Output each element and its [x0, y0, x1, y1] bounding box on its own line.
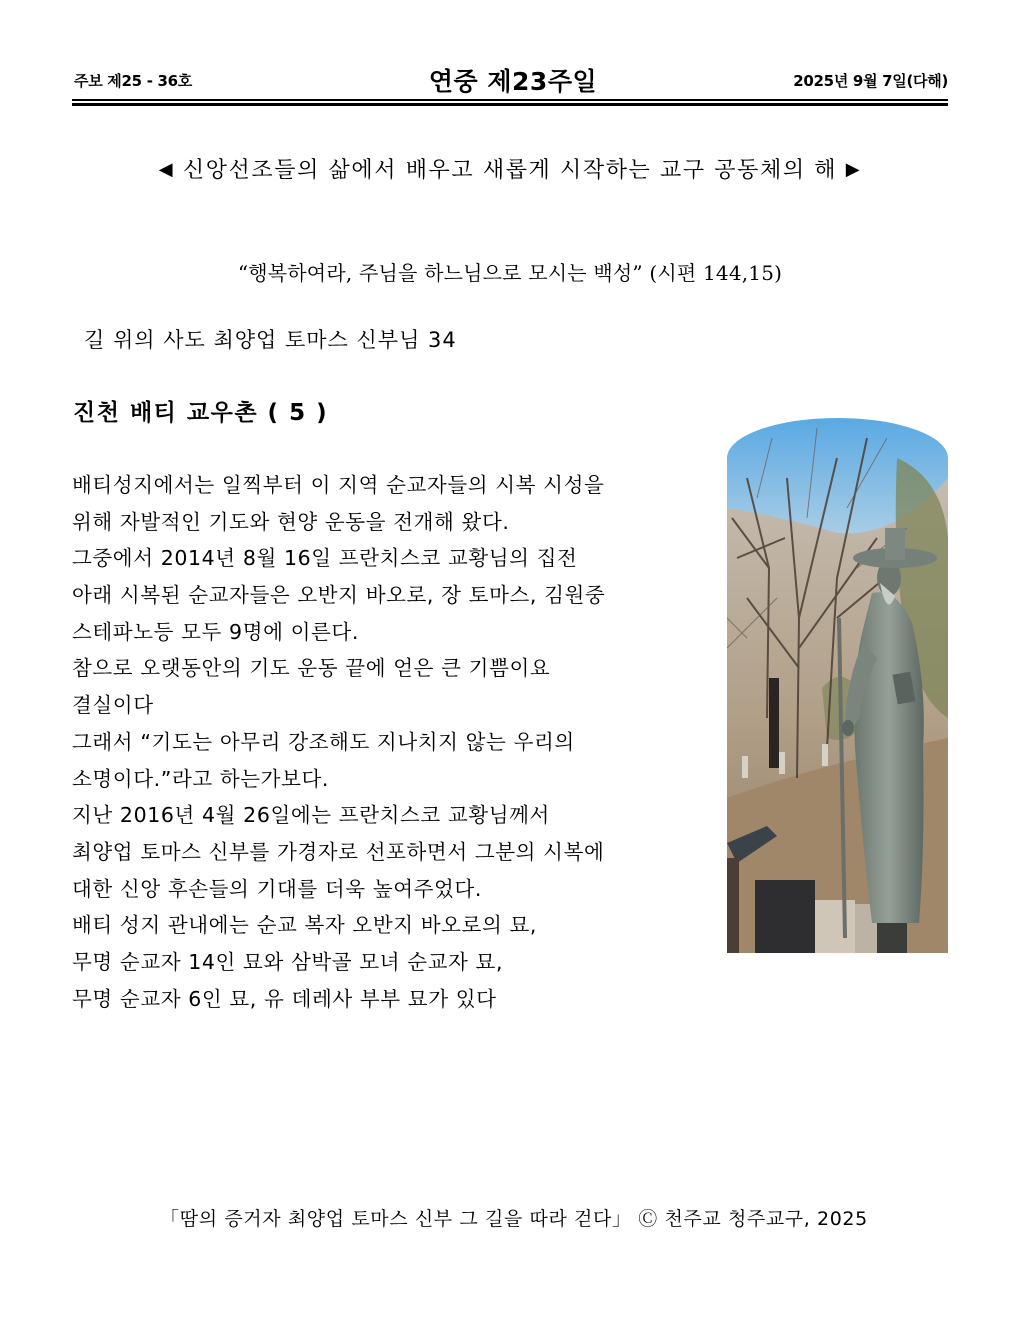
right-triangle-icon: ▶ — [845, 159, 862, 180]
scripture-verse — [0, 257, 1020, 286]
body-line: 대한 신앙 후손들의 기대를 더욱 높여주었다. — [72, 876, 482, 901]
left-triangle-icon: ◀ — [158, 159, 175, 180]
body-line: 위해 자발적인 기도와 현양 운동을 전개해 왔다. — [72, 509, 510, 534]
body-line: 무명 순교자 6인 묘, 유 데레사 부부 묘가 있다 — [72, 986, 497, 1011]
body-line: 배티 성지 관내에는 순교 복자 오반지 바오로의 묘, — [72, 913, 537, 938]
scripture-quote: “행복하여라, 주님을 하느님으로 모시는 백성” — [237, 261, 643, 285]
body-line: 지난 2016년 4월 26일에는 프란치스코 교황님께서 — [72, 803, 550, 828]
body-line: 무명 순교자 14인 묘와 삼박골 모녀 순교자 묘, — [72, 949, 504, 974]
body-line: 최양업 토마스 신부를 가경자로 선포하면서 그분의 시복에 — [72, 839, 605, 864]
body-line: 소명이다.”라고 하는가보다. — [72, 766, 330, 791]
series-title: 길 위의 사도 최양업 토마스 신부님 34 — [84, 328, 457, 352]
footer-copyright: 「땀의 증거자 최양업 토마스 신부 그 길을 따라 걷다」 Ⓒ 천주교 청주교구, 2025 — [160, 1208, 868, 1230]
body-line: 아래 시복된 순교자들은 오반지 바오로, 장 토마스, 김원중 — [72, 583, 606, 608]
header-rule-thin — [72, 99, 948, 101]
issue-number: 주보 제25 - 36호 — [74, 72, 193, 90]
body-line: 참으로 오랫동안의 기도 운동 끝에 얻은 큰 기쁨이요 — [72, 656, 551, 681]
motto-banner — [0, 153, 1020, 184]
article-body — [72, 467, 712, 1017]
page-title: 연중 제23주일 — [428, 67, 598, 96]
body-line: 결실이다 — [72, 693, 154, 718]
header-rule-thick — [72, 103, 948, 106]
issue-date: 2025년 9월 7일(다해) — [793, 72, 948, 90]
body-line: 스테파노등 모두 9명에 이른다. — [72, 619, 359, 644]
statue-photo — [727, 418, 948, 953]
section-title: 진천 배티 교우촌 ( 5 ) — [73, 400, 329, 426]
body-line: 그중에서 2014년 8월 16일 프란치스코 교황님의 집전 — [72, 546, 578, 571]
motto-text: 신앙선조들의 삶에서 배우고 새롭게 시작하는 교구 공동체의 해 — [182, 158, 838, 183]
body-line: 배티성지에서는 일찍부터 이 지역 순교자들의 시복 시성을 — [72, 473, 605, 497]
statue-illustration — [727, 418, 948, 953]
scripture-reference: (시편 144,15) — [649, 261, 783, 285]
body-line: 그래서 “기도는 아무리 강조해도 지나치지 않는 우리의 — [72, 729, 575, 754]
